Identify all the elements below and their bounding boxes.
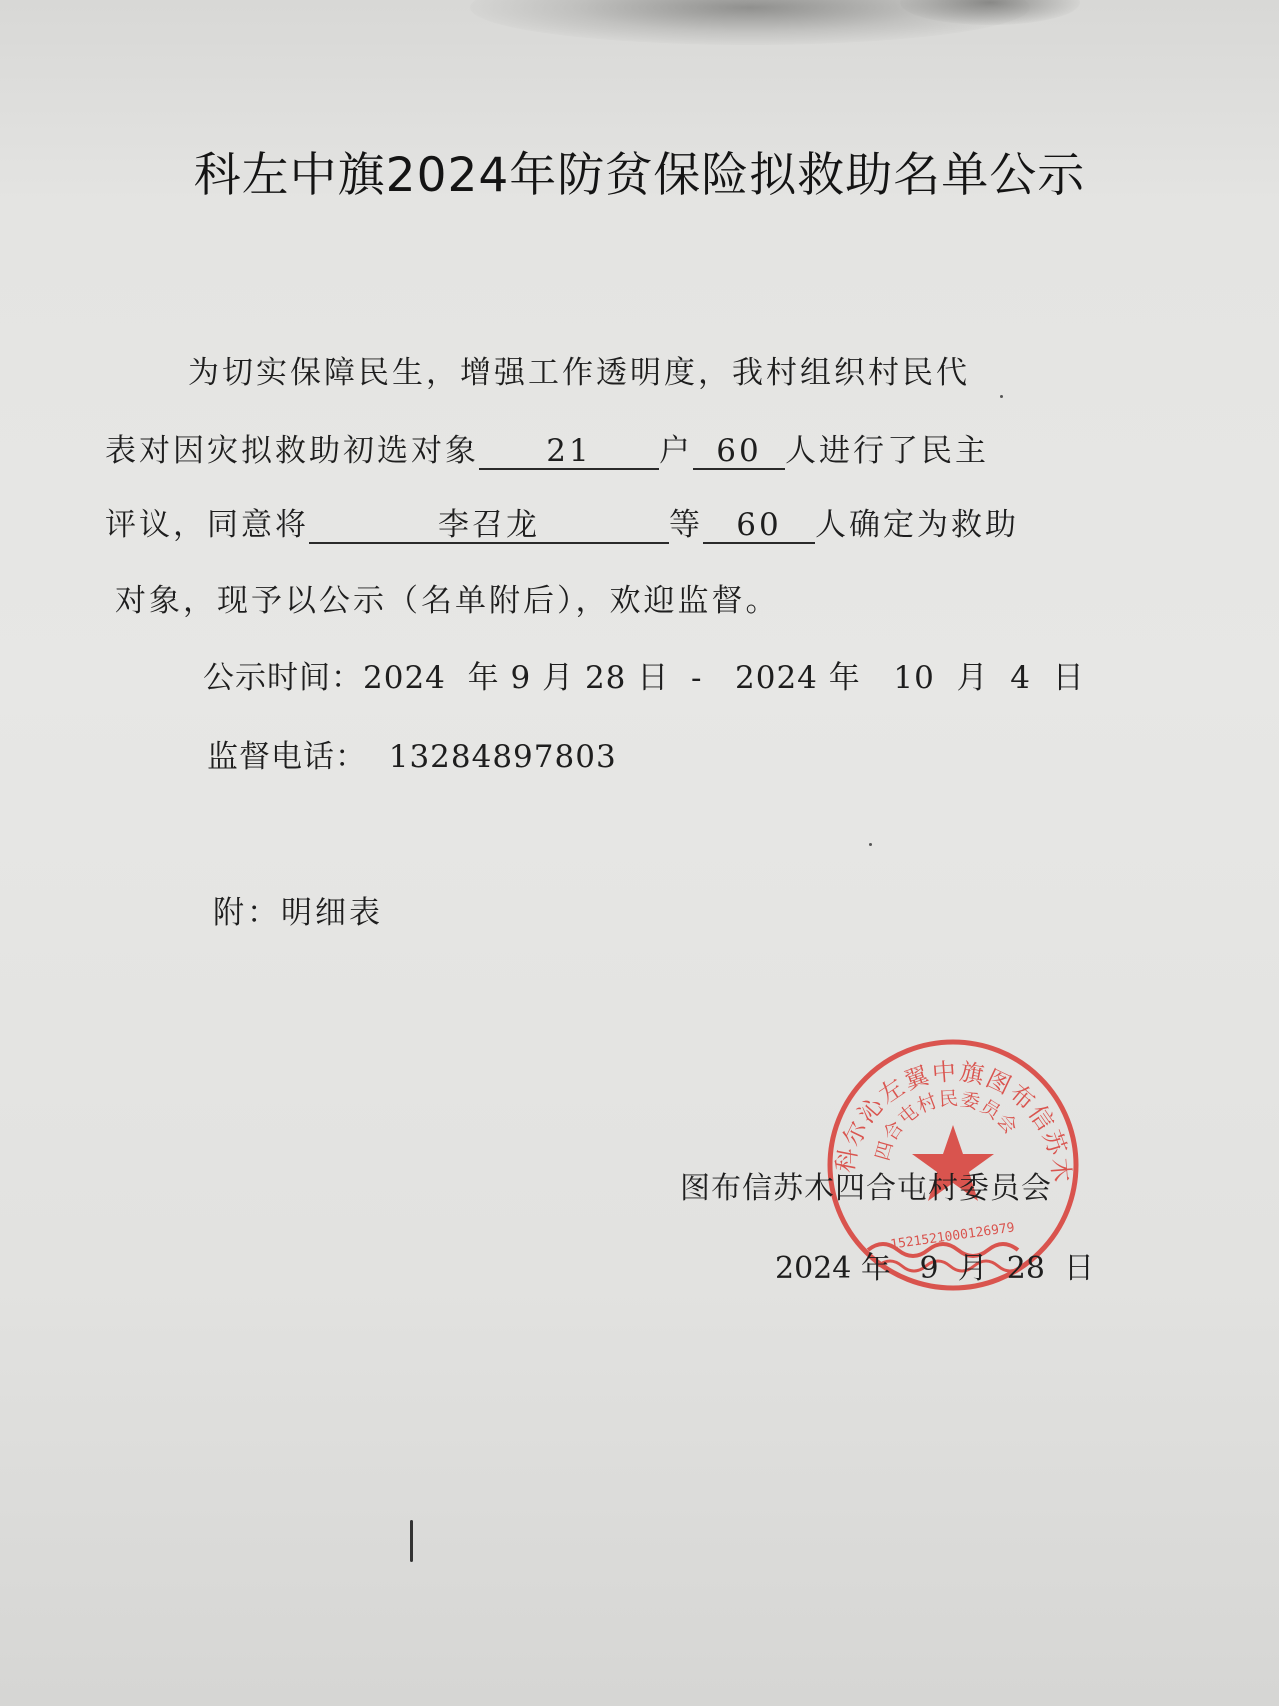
deng-text: 等 [669, 507, 703, 543]
household-unit: 户 [659, 433, 693, 469]
period-label: 公示时间： [203, 660, 363, 696]
month-char: 月 [542, 660, 575, 696]
document-title: 科左中旗2024年防贫保险拟救助名单公示 [193, 148, 1086, 203]
month-char: 月 [957, 1251, 988, 1286]
paragraph-line-2-tail: 人进行了民主 [785, 433, 989, 469]
sign-year: 2024 [775, 1251, 852, 1286]
phone-label: 监督电话： [207, 739, 367, 775]
seal-outer-text: 科尔沁左翼中旗图布信苏木 [830, 1057, 1076, 1186]
paragraph-line-3-lead: 评议，同意将 [105, 507, 309, 543]
year-char: 年 [860, 1251, 891, 1286]
supervision-phone [207, 731, 617, 776]
attachment-note [213, 887, 383, 932]
confirmed-people-value: 60 [703, 509, 815, 544]
households-value: 21 [479, 435, 659, 470]
end-day: 4 [1010, 660, 1031, 696]
sign-month: 9 [919, 1251, 939, 1286]
attachment-text: 附：明细表 [213, 895, 383, 931]
initial-people-value: 60 [693, 435, 785, 470]
year-char: 年 [828, 660, 861, 696]
month-char: 月 [956, 660, 989, 696]
date-range-dash: - [690, 660, 703, 696]
paragraph-line-2 [105, 425, 989, 470]
end-month: 10 [893, 660, 935, 696]
end-year: 2024 [735, 660, 818, 696]
start-year: 2024 [363, 660, 446, 696]
phone-number: 13284897803 [388, 739, 617, 775]
sign-day: 28 [1006, 1251, 1045, 1286]
start-day: 28 [584, 660, 627, 696]
seal-code: 1521521000126979 [889, 1220, 1016, 1253]
day-char: 日 [637, 660, 670, 696]
day-char: 日 [1052, 660, 1085, 696]
paragraph-line-1 [188, 347, 970, 392]
paragraph-line-3 [105, 499, 1019, 544]
paragraph-line-1-text: 为切实保障民生，增强工作透明度，我村组织村民代 [188, 355, 970, 391]
day-char: 日 [1064, 1251, 1095, 1286]
pen-mark [410, 1520, 413, 1562]
start-month: 9 [510, 660, 532, 696]
representative-name: 李召龙 [309, 509, 669, 544]
publicity-period [203, 652, 1085, 697]
paragraph-line-4 [115, 575, 780, 620]
signing-date [775, 1243, 1094, 1287]
paragraph-line-3-tail: 人确定为救助 [815, 507, 1019, 543]
year-char: 年 [467, 660, 500, 696]
paragraph-line-4-text: 对象，现予以公示（名单附后），欢迎监督。 [115, 583, 780, 619]
signing-organization: 图布信苏木四合屯村委员会 [680, 1171, 1052, 1206]
paragraph-line-2-lead: 表对因灾拟救助初选对象 [105, 433, 479, 469]
seal-inner-text: 四合屯村民委员会 [871, 1087, 1023, 1164]
paper-speck [869, 843, 872, 846]
paper-speck [1000, 395, 1003, 398]
